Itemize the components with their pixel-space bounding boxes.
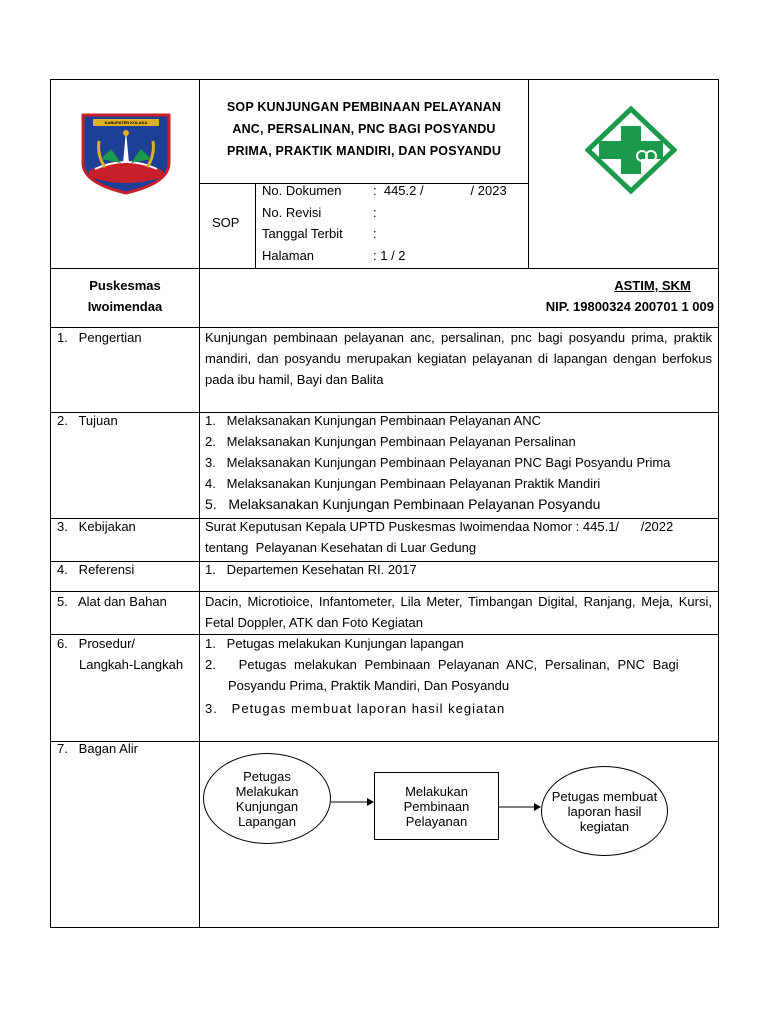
label-alat: 5. Alat dan Bahan — [57, 594, 167, 609]
doc-info-label: No. Dokumen — [262, 183, 342, 198]
document-info — [262, 180, 507, 266]
flow-node-process: Melakukan Pembinaan Pelayanan — [374, 772, 499, 840]
signer-name: ASTIM, SKM — [614, 278, 691, 293]
tujuan-list — [205, 410, 670, 515]
flow-arrow — [331, 796, 375, 808]
list-item: 1. Melaksanakan Kunjungan Pembinaan Pelayanan ANC — [205, 413, 542, 428]
doc-info-label: Tanggal Terbit — [262, 226, 343, 241]
signer-block — [529, 275, 718, 317]
kabupaten-logo — [79, 111, 173, 195]
label-referensi: 4. Referensi — [57, 562, 135, 577]
doc-info-value: : 1 / 2 — [373, 247, 406, 263]
list-item: 3. Melaksanakan Kunjungan Pembinaan Pelayanan PNC Bagi Posyandu Prima — [205, 455, 671, 470]
kebijakan-line2: tentang Pelayanan Kesehatan di Luar Gedung — [205, 540, 477, 555]
list-item: 2. Melaksanakan Kunjungan Pembinaan Pelayanan Persalinan — [205, 434, 576, 449]
label-bagan: 7. Bagan Alir — [57, 741, 138, 756]
kebijakan-line1: Surat Keputusan Kepala UPTD Puskesmas Iwoimendaa Nomor : 445.1/ /2022 — [205, 519, 674, 534]
list-item: 2. Petugas melakukan Pembinaan Pelayanan ANC, Persalinan, PNC Bagi — [205, 657, 679, 672]
title-line: SOP KUNJUNGAN PEMBINAAN PELAYANAN — [226, 100, 502, 114]
doc-info-label: Halaman — [262, 247, 315, 263]
flow-node-start: Petugas Melakukan Kunjungan Lapangan — [203, 753, 331, 844]
flow-node-end: Petugas membuat laporan hasil kegiatan — [541, 766, 668, 856]
list-item: 1. Petugas melakukan Kunjungan lapangan — [205, 636, 464, 651]
title-line: PRIMA, PRAKTIK MANDIRI, DAN POSYANDU — [226, 144, 502, 158]
doc-info-value: : — [373, 226, 377, 241]
list-item: 3. Petugas membuat laporan hasil kegiatan — [205, 701, 506, 716]
puskesmas-logo — [585, 106, 677, 194]
label-prosedur: 6. Prosedur/ Langkah-Langkah — [57, 636, 184, 672]
label-pengertian: 1. Pengertian — [57, 330, 142, 345]
doc-info-value: : — [373, 204, 377, 220]
alat-text: Dacin, Microtioice, Infantometer, Lila Meter, Timbangan Digital, Ranjang, Meja, Kursi, Fetal Doppler, ATK dan Foto Kegiatan — [205, 594, 712, 630]
pengertian-text: Kunjungan pembinaan pelayanan anc, persalinan, pnc bagi posyandu prima, praktik mandiri, dan posyandu merupakan kegiatan pelayanan di lapangan dengan berfokus pada ibu hamil, Bayi dan Balita — [205, 330, 712, 387]
prosedur-steps — [205, 633, 712, 719]
logo-caption: KABUPATEN KOLAKA — [104, 120, 148, 125]
doc-info-value: : 445.2 / / 2023 — [373, 183, 507, 198]
doc-info-label: No. Revisi — [262, 204, 322, 220]
referensi-item: 1. Departemen Kesehatan RI. 2017 — [205, 562, 417, 577]
label-kebijakan: 3. Kebijakan — [57, 519, 136, 534]
sop-label: SOP — [212, 215, 240, 230]
list-item: 5. Melaksanakan Kunjungan Pembinaan Pelayanan Posyandu — [205, 496, 601, 512]
document-title — [200, 96, 528, 162]
list-item: Posyandu Prima, Praktik Mandiri, Dan Posyandu — [228, 678, 510, 693]
list-item: 4. Melaksanakan Kunjungan Pembinaan Pelayanan Praktik Mandiri — [205, 476, 601, 491]
flow-arrow — [499, 801, 543, 813]
signer-nip: NIP. 19800324 200701 1 009 — [545, 299, 714, 314]
puskesmas-name: Puskesmas Iwoimendaa — [87, 278, 163, 314]
label-tujuan: 2. Tujuan — [57, 413, 118, 428]
title-line: ANC, PERSALINAN, PNC BAGI POSYANDU — [232, 122, 496, 136]
